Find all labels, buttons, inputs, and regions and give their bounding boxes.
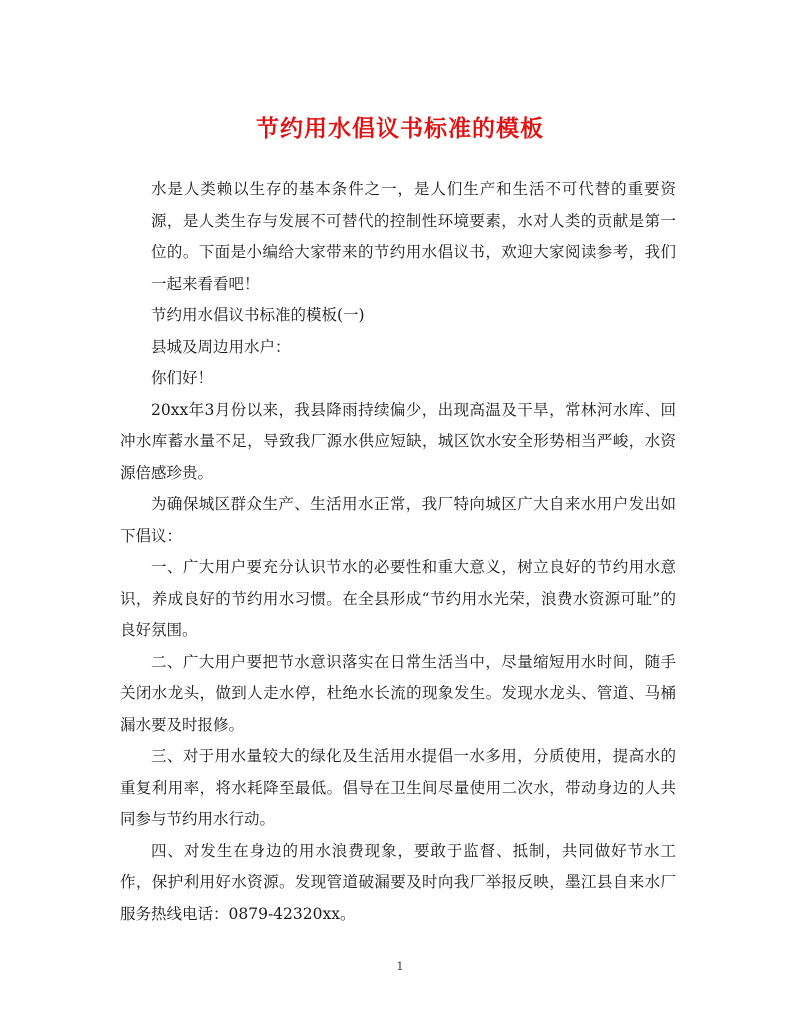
greeting: 你们好！ [151,369,214,387]
salutation: 县城及周边用水户： [151,337,291,356]
body-paragraph: 20xx年3月份以来，我县降雨持续偏少，出现高温及干旱，常林河水库、回冲水库蓄水量不足，导致我厂源水供应短缺，城区饮水安全形势相当严峻，水资源倍感珍贵。 [120,400,676,482]
section-heading: 节约用水倡议书标准的模板(一) [151,306,365,324]
proposal-item: 一、广大用户要充分认识节水的必要性和重大意义，树立良好的节约用水意识，养成良好的节约用水习惯。在全县形成“节约用水光荣，浪费水资源可耻”的良好氛围。 [120,558,676,639]
proposal-item: 四、对发生在身边的用水浪费现象，要敢于监督、抵制，共同做好节水工作，保护利用好水资源。发现管道破漏要及时向我厂举报反映，墨江县自来水厂服务热线电话：0879-42320xx。 [120,841,676,923]
document-body [120,174,676,930]
proposal-item: 三、对于用水量较大的绿化及生活用水提倡一水多用，分质使用，提高水的重复利用率，将水耗降至最低。倡导在卫生间尽量使用二次水，带动身边的人共同参与节约用水行动。 [120,747,676,828]
proposal-item: 二、广大用户要把节水意识落实在日常生活当中，尽量缩短用水时间，随手关闭水龙头，做到人走水停，杜绝水长流的现象发生。发现水龙头、管道、马桶漏水要及时报修。 [120,652,676,734]
intro-paragraph: 水是人类赖以生存的基本条件之一，是人们生产和生活不可代替的重要资源，是人类生存与发展不可替代的控制性环境要素，水对人类的贡献是第一位的。下面是小编给大家带来的节约用水倡议书，欢迎大家阅读参考，我们一起来看看吧！ [151,180,676,293]
body-paragraph: 为确保城区群众生产、生活用水正常，我厂特向城区广大自来水用户发出如下倡议： [120,495,676,545]
page-number: 1 [396,960,404,973]
document-title: 节约用水倡议书标准的模板 [256,116,544,142]
